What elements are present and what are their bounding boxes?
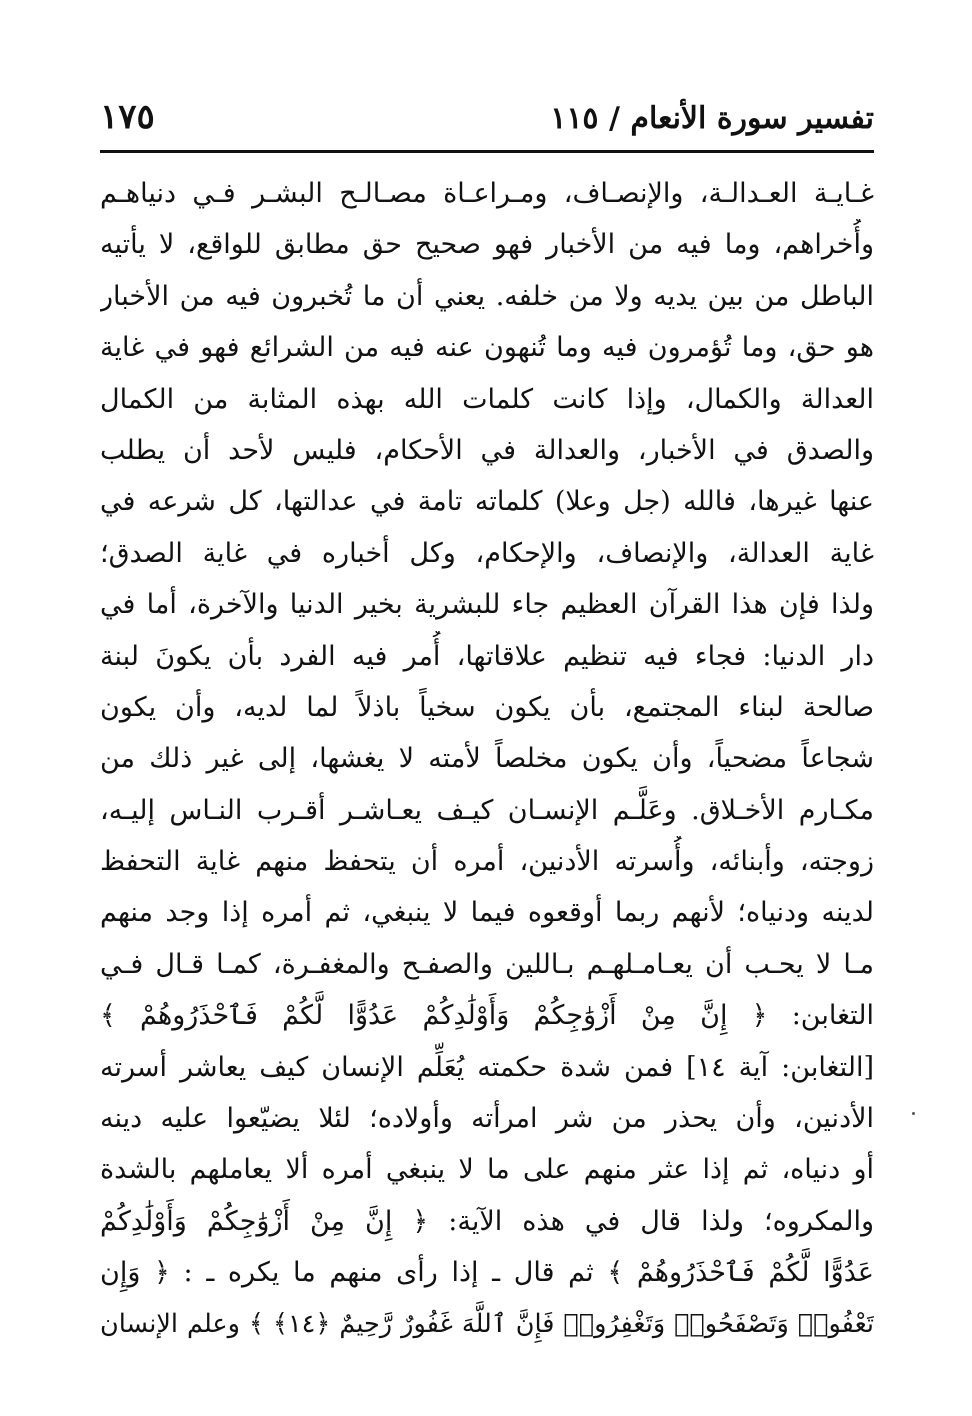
text-line: مكـارم الأخـلاق. وعَلَّـم الإنسـان كيـف يعـاشـر أقـرب النـاس إليـه، bbox=[100, 794, 874, 826]
header-rule bbox=[100, 150, 874, 153]
text-line: العدالة والكمال، وإذا كانت كلمات الله بهذه المثابة من الكمال bbox=[100, 383, 874, 415]
text-line: غـايـة العـدالـة، والإنصـاف، ومـراعـاة مصـالـح البشـر فـي دنياهـم bbox=[100, 178, 874, 209]
text-line: لدينه ودنياه؛ لأنهم ربما أوقعوه فيما لا ينبغي، ثم أمره إذا وجد منهم bbox=[100, 897, 874, 929]
margin-mark bbox=[912, 1112, 915, 1115]
text-line: الأدنين، وأن يحذر من شر امرأته وأولاده؛ لئلا يضيّعوا عليه دينه bbox=[100, 1103, 874, 1135]
text-line: وأُخراهم، وما فيه من الأخبار فهو صحيح حق مطابق للواقع، لا يأتيه bbox=[100, 229, 874, 261]
text-line: غاية العدالة، والإنصاف، والإحكام، وكل أخباره في غاية الصدق؛ bbox=[100, 537, 874, 569]
page-header bbox=[100, 95, 874, 147]
text-line: زوجته، وأبنائه، وأُسرته الأدنين، أمره أن يتحفظ منهم غاية التحفظ bbox=[100, 846, 874, 878]
quran-verse-line: عَدُوًّا لَّكُمْ فَٱحْذَرُوهُمْ ﴾ ثم قال ـ إذا رأى منهم ما يكره ـ : ﴿ وَإِن bbox=[100, 1257, 874, 1289]
body-text bbox=[100, 168, 874, 1350]
text-line: دار الدنيا: فجاء فيه تنظيم علاقاتها، أُمر فيه الفرد بأن يكونَ لبنة bbox=[100, 640, 874, 672]
quran-verse-line: والمكروه؛ ولذا قال في هذه الآية: ﴿ إِنَّ مِنْ أَزْوَٰجِكُمْ وَأَوْلَٰدِكُمْ bbox=[100, 1205, 874, 1237]
text-line: الباطل من بين يديه ولا من خلفه. يعني أن ما تُخبرون فيه من الأخبار bbox=[100, 280, 874, 312]
quran-verse-line: تَعْفُوا۟ وَتَصْفَحُوا۟ وَتَغْفِرُوا۟ فَإِنَّ ٱللَّهَ غَفُورٌ رَّحِيمٌ ﴿١٤﴾ ﴾ وعلم الإنسان bbox=[100, 1308, 874, 1339]
text-line: مـا لا يحـب أن يعـامـلهـم بـاللين والصفـح والمغفـرة، كمـا قـال فـي bbox=[100, 948, 874, 980]
text-line: [التغابن: آية ١٤] فمن شدة حكمته يُعَلِّم الإنسان كيف يعاشر أسرته bbox=[100, 1051, 874, 1083]
text-line: عنها غيرها، فالله (جل وعلا) كلماته تامة في عدالتها، كل شرعه في bbox=[100, 486, 874, 518]
text-line: شجاعاً مضحياً، وأن يكون مخلصاً لأمته لا يغشها، إلى غير ذلك من bbox=[100, 743, 874, 775]
text-line: صالحة لبناء المجتمع، بأن يكون سخياً باذلاً لما لديه، وأن يكون bbox=[100, 691, 874, 723]
page-number: ١٧٥ bbox=[100, 97, 155, 137]
running-title: تفسير سورة الأنعام / ١١٥ bbox=[550, 101, 874, 136]
text-line: أو دنياه، ثم إذا عثر منهم على ما لا ينبغي أمره ألا يعاملهم بالشدة bbox=[100, 1154, 874, 1186]
text-line: والصدق في الأخبار، والعدالة في الأحكام، فليس لأحد أن يطلب bbox=[100, 434, 874, 466]
text-line: هو حق، وما تُؤمرون فيه وما تُنهون عنه فيه من الشرائع فهو في غاية bbox=[100, 332, 874, 364]
text-line: ولذا فإن هذا القرآن العظيم جاء للبشرية بخير الدنيا والآخرة، أما في bbox=[100, 589, 874, 621]
quran-verse-line: التغابن: ﴿ إِنَّ مِنْ أَزْوَٰجِكُمْ وَأَوْلَٰدِكُمْ عَدُوًّا لَّكُمْ فَٱحْذَرُوهُمْ ﴾ bbox=[100, 1000, 874, 1032]
